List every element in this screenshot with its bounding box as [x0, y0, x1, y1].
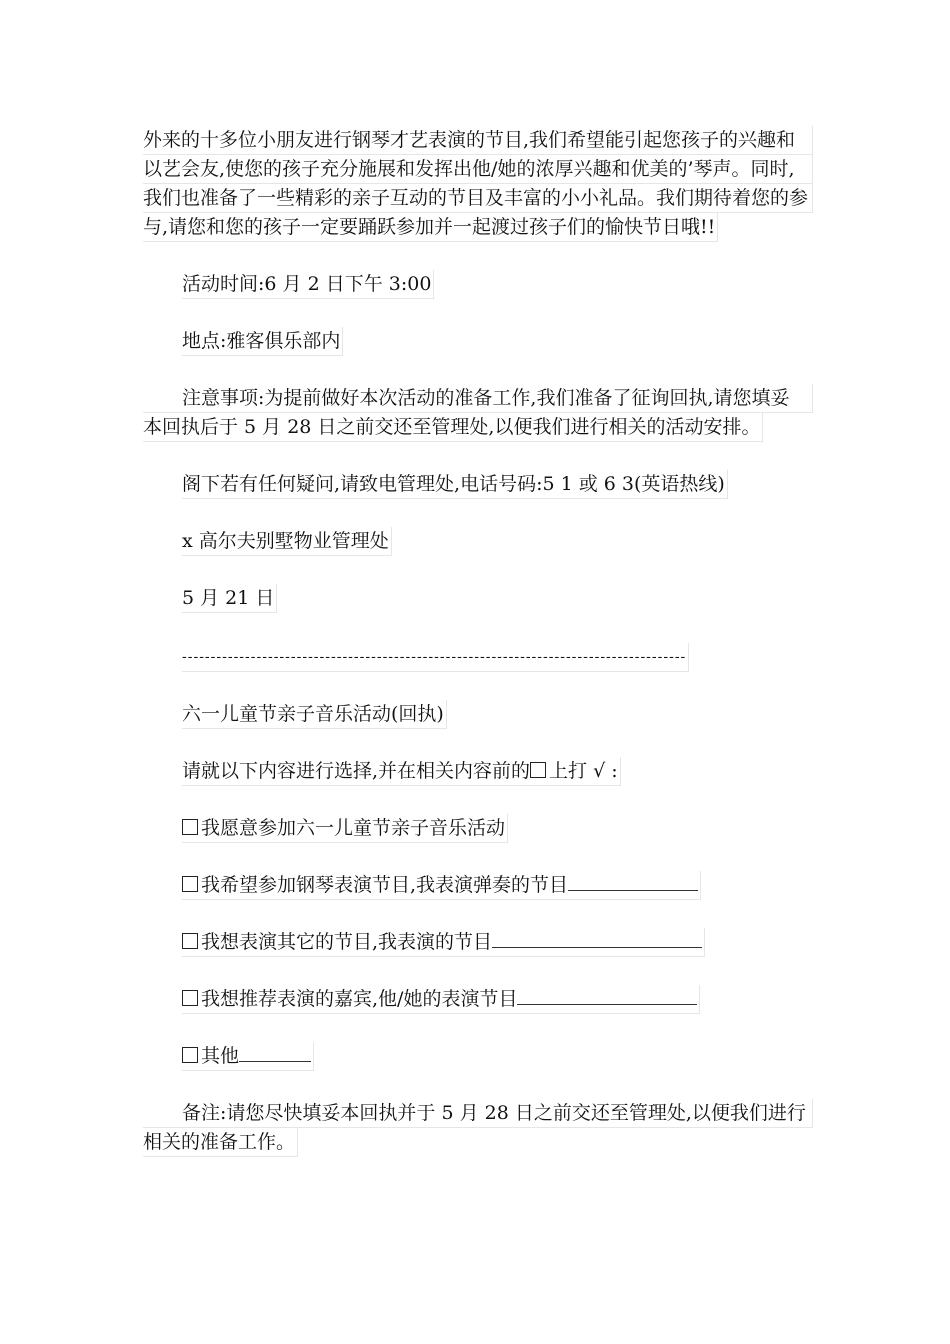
contact-info	[143, 470, 813, 499]
option-attend	[143, 814, 813, 843]
option-piano-line	[182, 871, 701, 900]
option-misc-line	[182, 1042, 314, 1071]
receipt-title-text: 六一儿童节亲子音乐活动(回执)	[182, 700, 447, 729]
option-piano	[143, 871, 813, 900]
option-misc	[143, 1042, 813, 1071]
cut-line-dashes: ----------------------------------------------------------------------------------------	[182, 643, 689, 672]
option-misc-checkbox[interactable]	[182, 1047, 198, 1063]
receipt-title	[143, 700, 813, 729]
signature	[143, 527, 813, 556]
option-attend-checkbox[interactable]	[182, 819, 198, 835]
option-other-show-label: 我想表演其它的节目,我表演的节目	[201, 931, 493, 953]
document-page	[143, 126, 813, 1157]
remark-paragraph	[143, 1099, 813, 1157]
receipt-instruction	[143, 757, 813, 786]
activity-time-text: 活动时间:6 月 2 日下午 3:00	[182, 270, 434, 299]
remark-line-2: 相关的准备工作。	[143, 1128, 298, 1157]
option-other-show-checkbox[interactable]	[182, 933, 198, 949]
contact-text: 阁下若有任何疑问,请致电管理处,电话号码:5 1 或 6 3(英语热线)	[182, 470, 728, 499]
option-guest	[143, 985, 813, 1014]
intro-paragraph	[143, 126, 813, 242]
instruction-text-b: 上打 √ :	[549, 760, 618, 782]
option-misc-blank[interactable]	[239, 1043, 311, 1062]
intro-line-3: 我们也准备了一些精彩的亲子互动的节目及丰富的小小礼品。我们期待着您的参	[143, 184, 813, 213]
option-misc-label: 其他	[201, 1045, 240, 1067]
receipt-instruction-line	[182, 757, 621, 786]
option-piano-checkbox[interactable]	[182, 876, 198, 892]
option-piano-label: 我希望参加钢琴表演节目,我表演弹奏的节目	[201, 874, 569, 896]
intro-line-1: 外来的十多位小朋友进行钢琴才艺表演的节目,我们希望能引起您孩子的兴趣和	[143, 126, 813, 155]
intro-line-2: 以艺会友,使您的孩子充分施展和发挥出他/她的浓厚兴趣和优美的’琴声。同时,	[143, 155, 813, 184]
option-piano-blank[interactable]	[568, 872, 698, 891]
option-guest-checkbox[interactable]	[182, 990, 198, 1006]
activity-place-text: 地点:雅客俱乐部内	[182, 327, 343, 356]
option-other-show-line	[182, 928, 705, 957]
activity-time	[143, 270, 813, 299]
option-attend-label: 我愿意参加六一儿童节亲子音乐活动	[201, 817, 506, 839]
issue-date	[143, 584, 813, 613]
notice-paragraph	[143, 384, 813, 442]
signature-text: x 高尔夫别墅物业管理处	[182, 527, 392, 556]
option-guest-line	[182, 985, 700, 1014]
option-other-show	[143, 928, 813, 957]
notice-line-2: 本回执后于 5 月 28 日之前交还至管理处,以便我们进行相关的活动安排。	[143, 413, 763, 442]
option-guest-blank[interactable]	[517, 986, 697, 1005]
intro-line-4: 与,请您和您的孩子一定要踊跃参加并一起渡过孩子们的愉快节日哦!!	[143, 213, 718, 242]
cut-line	[143, 641, 813, 672]
activity-place	[143, 327, 813, 356]
option-attend-line	[182, 814, 508, 843]
option-other-show-blank[interactable]	[492, 929, 702, 948]
notice-line-1: 注意事项:为提前做好本次活动的准备工作,我们准备了征询回执,请您填妥	[143, 384, 813, 413]
remark-line-1: 备注:请您尽快填妥本回执并于 5 月 28 日之前交还至管理处,以便我们进行	[143, 1099, 813, 1128]
issue-date-text: 5 月 21 日	[182, 584, 277, 613]
instruction-text-a: 请就以下内容进行选择,并在相关内容前的	[182, 760, 531, 782]
checkbox-sample-icon	[530, 762, 546, 778]
option-guest-label: 我想推荐表演的嘉宾,他/她的表演节目	[201, 988, 518, 1010]
